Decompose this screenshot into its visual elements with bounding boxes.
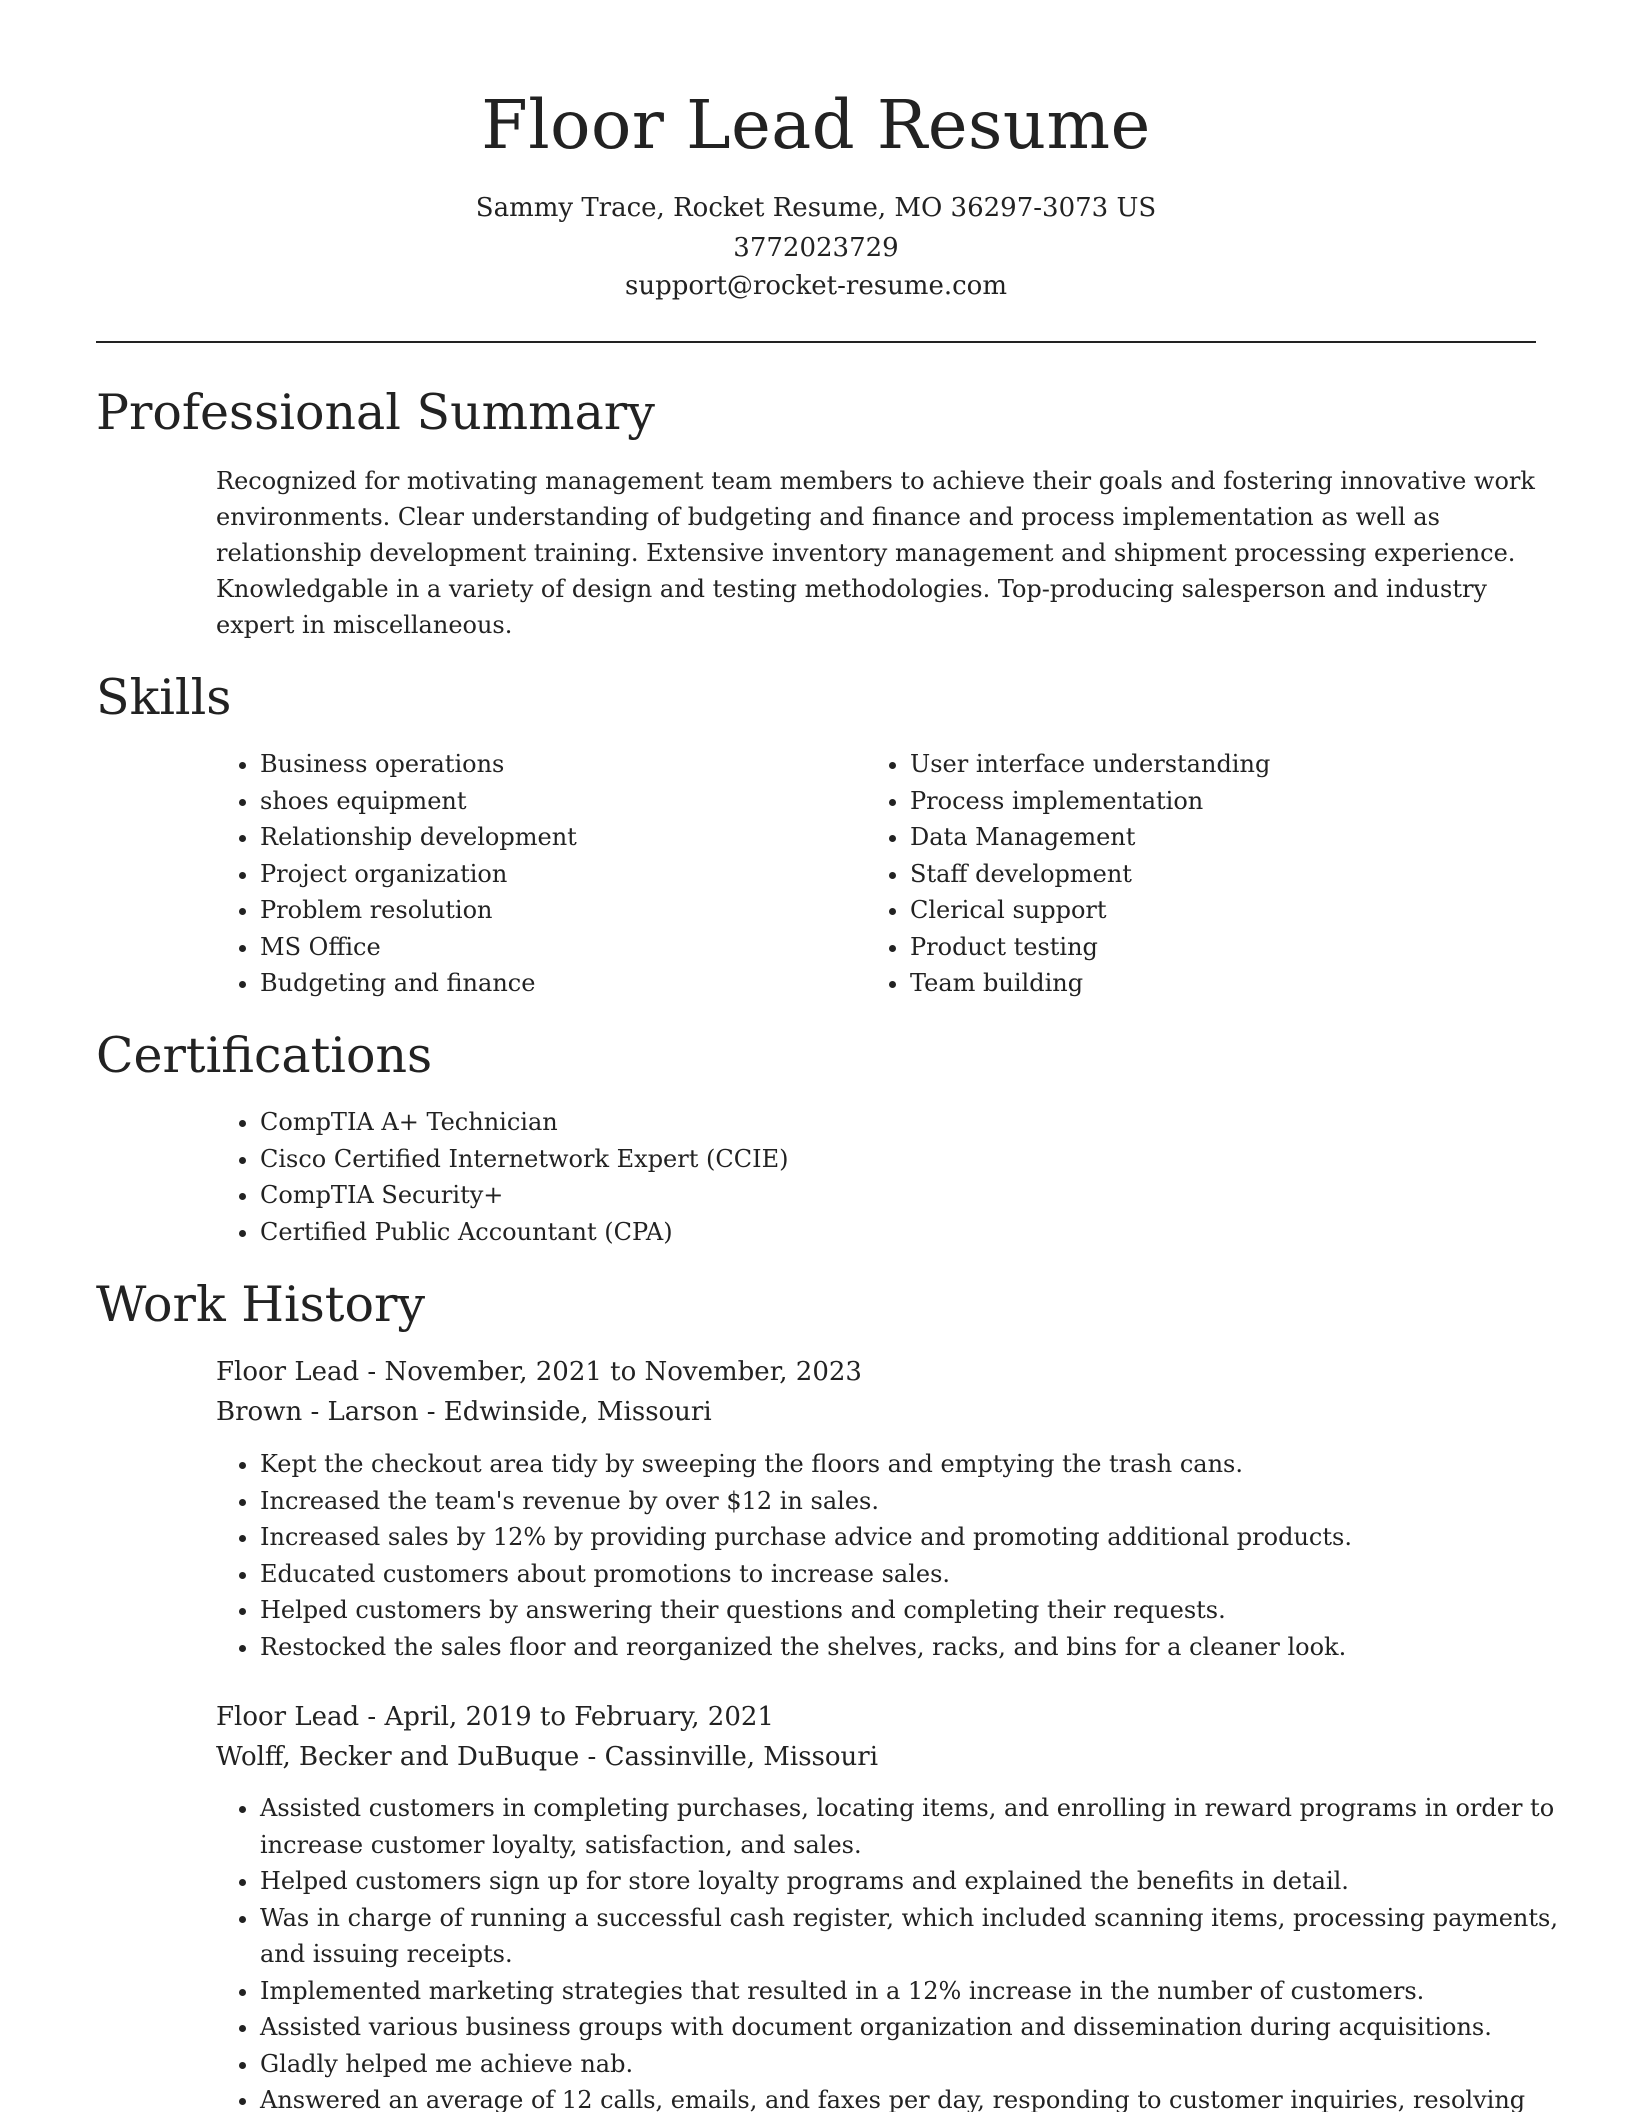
- job-bullets: [216, 1790, 1580, 2112]
- job-bullet: • Increased sales by 12% by providing purchase advice and promoting additional products.: [260, 1519, 1580, 1556]
- job-company-line: Brown - Larson - Edwinside, Missouri: [216, 1397, 712, 1427]
- job-bullet: • Gladly helped me achieve nab.: [260, 2046, 1580, 2083]
- document-title: Floor Lead Resume: [481, 86, 1151, 164]
- skills-heading: Skills: [96, 669, 232, 726]
- skill-item: • Data Management: [910, 819, 1570, 856]
- skill-item: • User interface understanding: [910, 746, 1570, 783]
- job-bullet: • Helped customers by answering their questions and completing their requests.: [260, 1592, 1580, 1629]
- certification-item: • Certified Public Accountant (CPA): [260, 1214, 1560, 1251]
- contact-address: Sammy Trace, Rocket Resume, MO 36297-3073 US: [475, 193, 1157, 223]
- certification-item: • Cisco Certified Internetwork Expert (CCIE): [260, 1141, 1560, 1178]
- skill-item: • Clerical support: [910, 892, 1570, 929]
- certification-item: • CompTIA Security+: [260, 1177, 1560, 1214]
- job-bullet: • Restocked the sales floor and reorganized the shelves, racks, and bins for a cleaner look.: [260, 1629, 1580, 1666]
- skill-item: • Process implementation: [910, 783, 1570, 820]
- job-title-line: Floor Lead - November, 2021 to November, 2023: [216, 1357, 862, 1387]
- skill-item: • Project organization: [260, 856, 860, 893]
- certifications-list: [216, 1104, 1560, 1250]
- skill-item: • Relationship development: [260, 819, 860, 856]
- certification-item: • CompTIA A+ Technician: [260, 1104, 1560, 1141]
- job-bullet: • Increased the team's revenue by over $12 in sales.: [260, 1483, 1580, 1520]
- skills-list-right: [866, 746, 1570, 1002]
- job-bullet: • Answered an average of 12 calls, emails, and faxes per day, responding to customer inquiries, resolving: [260, 2082, 1580, 2112]
- skill-item: • Budgeting and finance: [260, 965, 860, 1002]
- job-bullet: • Educated customers about promotions to increase sales.: [260, 1556, 1580, 1593]
- summary-heading: Professional Summary: [96, 384, 655, 441]
- contact-phone: 3772023729: [733, 233, 899, 263]
- job-company-line: Wolff, Becker and DuBuque - Cassinville, Missouri: [216, 1742, 879, 1772]
- skill-item: • Product testing: [910, 929, 1570, 966]
- job-bullet: • Implemented marketing strategies that resulted in a 12% increase in the number of customers.: [260, 1973, 1580, 2010]
- skill-item: • shoes equipment: [260, 783, 860, 820]
- job-bullet: • Assisted customers in completing purchases, locating items, and enrolling in reward programs in order to increase customer loyalty, satisfaction, and sales.: [260, 1790, 1580, 1863]
- certifications-heading: Certifications: [96, 1027, 433, 1084]
- skills-list-left: [216, 746, 860, 1002]
- skill-item: • Problem resolution: [260, 892, 860, 929]
- skill-item: • MS Office: [260, 929, 860, 966]
- summary-text: Recognized for motivating management team members to achieve their goals and fostering innovative work environments. Clear understanding of budgeting and finance and process implementation as well as relationship development training. Extensive inventory management and shipment processing experience. Knowledgable in a variety of design and testing methodologies. Top-producing salesperson and industry expert in miscellaneous.: [216, 467, 1535, 639]
- contact-email: support@rocket-resume.com: [624, 271, 1007, 301]
- skill-item: • Business operations: [260, 746, 860, 783]
- job-bullet: • Kept the checkout area tidy by sweeping the floors and emptying the trash cans.: [260, 1446, 1580, 1483]
- skill-item: • Team building: [910, 965, 1570, 1002]
- work-history-heading: Work History: [96, 1276, 426, 1333]
- job-bullet: • Was in charge of running a successful cash register, which included scanning items, processing payments, and issuing receipts.: [260, 1900, 1580, 1973]
- job-title-line: Floor Lead - April, 2019 to February, 2021: [216, 1702, 774, 1732]
- header-divider: [96, 341, 1536, 343]
- job-bullet: • Assisted various business groups with document organization and dissemination during acquisitions.: [260, 2009, 1580, 2046]
- job-bullets: [216, 1446, 1580, 1665]
- job-bullet: • Helped customers sign up for store loyalty programs and explained the benefits in detail.: [260, 1863, 1580, 1900]
- skill-item: • Staff development: [910, 856, 1570, 893]
